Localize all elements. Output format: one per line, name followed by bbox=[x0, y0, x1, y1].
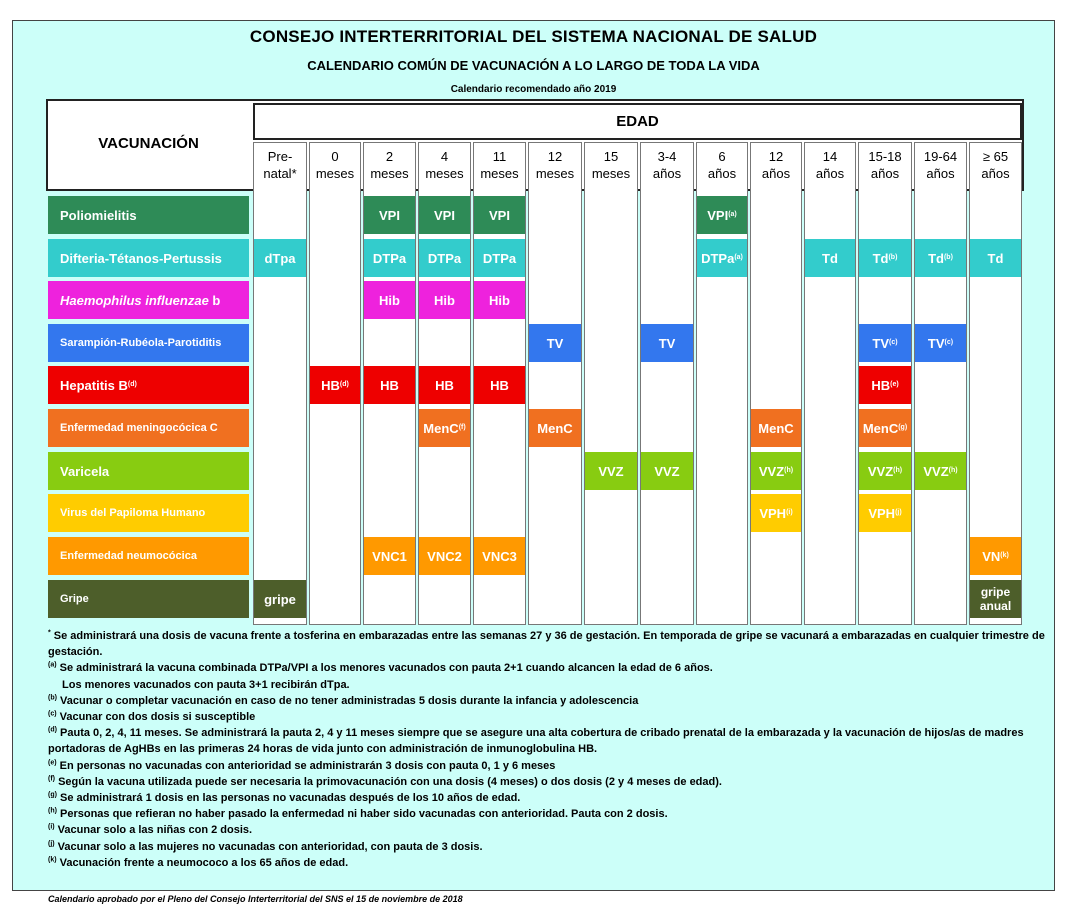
age-column-value: ≥ 65 bbox=[982, 149, 1009, 164]
footnote-item bbox=[48, 725, 1048, 757]
footnote-mark: (g) bbox=[48, 791, 57, 799]
age-column-value: 15 bbox=[603, 149, 619, 164]
vaccine-dose-cell: Td (b) bbox=[915, 239, 966, 277]
footnote-text: En personas no vacunadas con anterioridad se administrarán 3 dosis con pauta 0, 1 y 6 meses bbox=[59, 759, 556, 772]
vaccine-dose-cell bbox=[364, 366, 415, 404]
vaccine-dose-cell: TV (c) bbox=[859, 324, 911, 362]
age-column-header bbox=[858, 148, 912, 182]
footnote-text: Se administrará una dosis de vacuna frente a tosferina en embarazadas entre las semanas 27 y 36 de gestación. En temporada de gripe se vacunará a embarazadas en cualquier trimestre de gestación. bbox=[48, 630, 1045, 659]
dose-text: TV bbox=[658, 335, 676, 351]
age-column-value: 12 bbox=[547, 149, 563, 164]
age-column bbox=[750, 142, 802, 625]
vaccine-row-label bbox=[48, 281, 249, 319]
footnote-text: Se administrará la vacuna combinada DTPa/VPI a los menores vacunados con pauta 2+1 cuando alcancen la edad de 6 años. bbox=[59, 662, 713, 675]
age-column-header bbox=[473, 148, 526, 182]
vaccine-dose-cell bbox=[474, 196, 525, 234]
age-column-value: 14 bbox=[822, 149, 838, 164]
vaccine-label-text: Enfermedad meningocócica C bbox=[60, 422, 218, 434]
vaccine-dose-cell: HB (e) bbox=[859, 366, 911, 404]
vaccine-dose-cell bbox=[419, 537, 470, 575]
footnote-mark: (k) bbox=[48, 856, 57, 864]
dose-text: VNC2 bbox=[427, 548, 462, 564]
footnote-mark: (e) bbox=[48, 758, 57, 766]
footnote-item bbox=[48, 758, 1048, 774]
vaccine-label-text: b bbox=[208, 292, 221, 308]
dose-text: VPI bbox=[707, 207, 729, 223]
vaccine-dose-cell: VPH (i) bbox=[751, 494, 801, 532]
vaccine-dose-cell bbox=[254, 580, 306, 618]
footnote-item bbox=[48, 660, 1048, 676]
vaccine-dose-cell bbox=[529, 409, 581, 447]
vaccine-dose-cell bbox=[419, 196, 470, 234]
vaccine-dose-cell bbox=[641, 324, 693, 362]
footnote-mark: * bbox=[48, 629, 51, 637]
dose-text: VN bbox=[982, 548, 1001, 564]
age-column-unit: años bbox=[761, 166, 791, 181]
age-column-unit: años bbox=[870, 166, 900, 181]
vaccine-dose-cell bbox=[364, 281, 415, 319]
vaccine-dose-cell bbox=[474, 239, 525, 277]
vaccine-dose-cell bbox=[585, 452, 637, 490]
footnote-mark: (d) bbox=[48, 726, 57, 734]
age-column-unit: años bbox=[652, 166, 682, 181]
footnote-text: Pauta 0, 2, 4, 11 meses. Se administrará la pauta 2, 4 y 11 meses siempre que se asegure una alta cobertura de cribado prenatal de la embarazada y la vacunación de hijos/as de madres portadoras de AgHBs en las primeras 24 horas de vida junto con administración de inmunoglobulina HB. bbox=[48, 727, 1024, 756]
footnote-text: Vacunar solo a las niñas con 2 dosis. bbox=[57, 824, 253, 837]
dose-text: VPI bbox=[379, 207, 400, 223]
vaccine-dose-cell bbox=[364, 239, 415, 277]
age-column-unit: meses bbox=[591, 166, 631, 181]
dose-text: VPI bbox=[434, 207, 455, 223]
footnote-item bbox=[48, 790, 1048, 806]
dose-text: MenC bbox=[862, 420, 899, 436]
age-column-header bbox=[804, 148, 856, 182]
dose-text: VPI bbox=[489, 207, 510, 223]
age-column-unit: meses bbox=[315, 166, 355, 181]
dose-text: VVZ bbox=[923, 463, 949, 479]
age-column bbox=[584, 142, 638, 625]
dose-text: dTpa bbox=[264, 250, 296, 266]
vaccine-label-text: Hepatitis B bbox=[60, 377, 128, 393]
vaccine-dose-cell: Td (b) bbox=[859, 239, 911, 277]
year-line: Calendario recomendado año 2019 bbox=[450, 84, 617, 95]
dose-text: MenC bbox=[758, 420, 794, 436]
age-header: EDAD bbox=[253, 103, 1022, 140]
dose-text: VPH bbox=[868, 505, 896, 521]
age-column bbox=[914, 142, 967, 625]
age-column-value: 2 bbox=[385, 149, 394, 164]
dose-text: DTPa bbox=[482, 250, 517, 266]
vaccine-dose-cell: DTPa (a) bbox=[697, 239, 747, 277]
footnote-item bbox=[48, 822, 1048, 838]
age-column-header bbox=[253, 148, 307, 182]
vaccine-dose-cell: HB (d) bbox=[310, 366, 360, 404]
footnote-item bbox=[48, 774, 1048, 790]
vaccine-dose-cell: VVZ (h) bbox=[859, 452, 911, 490]
dose-text: VVZ bbox=[867, 463, 894, 479]
age-column-header bbox=[696, 148, 748, 182]
footnote-text: Según la vacuna utilizada puede ser necesaria la primovacunación con una dosis (4 meses) o dos dosis (2 y 4 meses de edad). bbox=[58, 775, 722, 788]
vaccine-row-label bbox=[48, 239, 249, 277]
dose-text: HB bbox=[490, 377, 509, 393]
dose-text: Td bbox=[987, 250, 1004, 266]
footnote-text: Vacunación frente a neumococo a los 65 años de edad. bbox=[59, 856, 349, 869]
vaccine-dose-cell: VPH (j) bbox=[859, 494, 911, 532]
age-column-header bbox=[418, 148, 471, 182]
vaccine-dose-cell: VN (k) bbox=[970, 537, 1021, 575]
dose-text: MenC bbox=[423, 420, 459, 436]
age-column bbox=[804, 142, 856, 625]
dose-text: VVZ bbox=[758, 463, 785, 479]
age-column-value: 11 bbox=[492, 149, 507, 164]
dose-text-line: gripe bbox=[980, 585, 1011, 599]
vaccine-dose-cell: VVZ (h) bbox=[751, 452, 801, 490]
age-column-value: 19-64 bbox=[923, 149, 958, 164]
dose-text: VVZ bbox=[598, 463, 624, 479]
footnote-item bbox=[48, 709, 1048, 725]
footnote-mark: (i) bbox=[48, 823, 55, 831]
footnote-item bbox=[48, 693, 1048, 709]
age-column-value: 0 bbox=[331, 149, 339, 164]
vaccine-dose-cell bbox=[419, 366, 470, 404]
age-column-unit: meses bbox=[480, 166, 519, 181]
vaccine-dose-cell bbox=[474, 281, 525, 319]
vaccine-label-text: Virus del Papiloma Humano bbox=[60, 507, 206, 519]
vaccine-dose-cell bbox=[641, 452, 693, 490]
age-column bbox=[528, 142, 582, 625]
vaccine-label-italic: Haemophilus influenzae bbox=[60, 292, 209, 308]
vaccine-row-label bbox=[48, 196, 249, 234]
vaccine-dose-cell bbox=[419, 239, 470, 277]
vaccine-dose-cell bbox=[751, 409, 801, 447]
approval-footer: Calendario aprobado por el Pleno del Consejo Interterritorial del SNS el 15 de noviembre de 2018 bbox=[48, 894, 463, 904]
vaccine-label-text: Sarampión-Rubéola-Parotiditis bbox=[60, 337, 222, 349]
vaccine-label-text: Gripe bbox=[60, 593, 89, 605]
dose-text: VNC1 bbox=[372, 548, 407, 564]
footnote-item bbox=[48, 806, 1048, 822]
footnote-mark: (f) bbox=[48, 775, 55, 783]
age-column-header bbox=[584, 148, 638, 182]
age-column-unit: meses bbox=[535, 166, 575, 181]
dose-text: Hib bbox=[434, 292, 455, 308]
age-column-value: 4 bbox=[440, 149, 449, 164]
footnotes bbox=[48, 628, 1048, 871]
age-column-unit: años bbox=[981, 166, 1010, 181]
age-column-header bbox=[750, 148, 802, 182]
dose-text: VNC3 bbox=[482, 548, 517, 564]
vaccine-dose-cell: VVZ (h) bbox=[915, 452, 966, 490]
footnote-mark: (j) bbox=[48, 839, 55, 847]
footnote-text: Vacunar solo a las mujeres no vacunadas con anterioridad, con pauta de 3 dosis. bbox=[57, 840, 483, 853]
dose-text: DTPa bbox=[427, 250, 462, 266]
vaccine-dose-cell bbox=[805, 239, 855, 277]
dose-text: gripe bbox=[264, 591, 296, 607]
vaccine-dose-cell bbox=[474, 537, 525, 575]
vaccine-label-text: Enfermedad neumocócica bbox=[60, 550, 197, 562]
age-column bbox=[253, 142, 307, 625]
dose-text-line: anual bbox=[979, 599, 1012, 613]
dose-text: Hib bbox=[379, 292, 400, 308]
vaccine-label-text: Varicela bbox=[60, 463, 110, 479]
age-column-value: 3-4 bbox=[657, 149, 677, 164]
age-column-unit: años bbox=[707, 166, 737, 181]
vaccination-header: VACUNACIÓN bbox=[98, 135, 199, 152]
dose-text: MenC bbox=[537, 420, 573, 436]
age-column-header bbox=[309, 148, 361, 182]
age-column-unit: años bbox=[926, 166, 955, 181]
age-column-unit: meses bbox=[370, 166, 409, 181]
dose-text: TV bbox=[927, 335, 945, 351]
footnote-item bbox=[48, 677, 1048, 693]
dose-text: HB bbox=[380, 377, 399, 393]
dose-text: Td bbox=[822, 250, 838, 266]
age-column-value: Pre- bbox=[267, 149, 293, 164]
footnote-item bbox=[48, 628, 1048, 660]
age-column-unit: meses bbox=[425, 166, 464, 181]
footnote-text: Personas que refieran no haber pasado la enfermedad ni haber sido vacunadas con anterioridad. Pauta con 2 dosis. bbox=[60, 808, 668, 821]
vaccine-row-label bbox=[48, 537, 249, 575]
age-column-header bbox=[640, 148, 694, 182]
page-subtitle: CALENDARIO COMÚN DE VACUNACIÓN A LO LARGO DE TODA LA VIDA bbox=[307, 58, 760, 73]
age-column-unit: natal* bbox=[263, 166, 297, 181]
vaccine-row-label bbox=[48, 494, 249, 532]
vaccine-dose-cell bbox=[970, 580, 1021, 618]
footnote-item bbox=[48, 839, 1048, 855]
vaccine-dose-cell: VPI (a) bbox=[697, 196, 747, 234]
dose-text: DTPa bbox=[372, 250, 407, 266]
age-column-value: 12 bbox=[768, 149, 784, 164]
vaccine-dose-cell bbox=[419, 281, 470, 319]
age-column-unit: años bbox=[815, 166, 845, 181]
dose-text: HB bbox=[871, 377, 891, 393]
vaccine-dose-cell bbox=[254, 239, 306, 277]
vaccine-dose-cell: TV (c) bbox=[915, 324, 966, 362]
age-column-header bbox=[528, 148, 582, 182]
dose-text: Td bbox=[872, 250, 889, 266]
vaccine-label-text: Difteria-Tétanos-Pertussis bbox=[60, 250, 222, 266]
vaccine-row-label: Hepatitis B (d) bbox=[48, 366, 249, 404]
footnote-text: Vacunar con dos dosis si susceptible bbox=[59, 711, 256, 724]
vaccine-dose-cell: MenC (g) bbox=[859, 409, 911, 447]
vaccine-row-label bbox=[48, 409, 249, 447]
vaccine-dose-cell bbox=[529, 324, 581, 362]
dose-text: VPH bbox=[759, 505, 787, 521]
dose-text: HB bbox=[321, 377, 340, 393]
footnote-text: Los menores vacunados con pauta 3+1 recibirán dTpa. bbox=[62, 678, 350, 691]
dose-text: TV bbox=[546, 335, 564, 351]
vaccine-row-label bbox=[48, 452, 249, 490]
vaccine-row-label bbox=[48, 324, 249, 362]
dose-text: Td bbox=[928, 250, 944, 266]
age-column bbox=[640, 142, 694, 625]
age-column-header bbox=[914, 148, 967, 182]
age-column-header bbox=[969, 148, 1022, 182]
age-column-value: 6 bbox=[718, 149, 726, 164]
vaccine-label-text: Poliomielitis bbox=[60, 207, 137, 223]
page-title: CONSEJO INTERTERRITORIAL DEL SISTEMA NACIONAL DE SALUD bbox=[249, 27, 818, 46]
footnote-item bbox=[48, 855, 1048, 871]
dose-text: HB bbox=[435, 377, 454, 393]
vaccine-dose-cell bbox=[474, 366, 525, 404]
age-column-value: 15-18 bbox=[868, 149, 902, 164]
vaccine-dose-cell bbox=[364, 537, 415, 575]
dose-text: VVZ bbox=[654, 463, 680, 479]
footnote-mark: (h) bbox=[48, 807, 57, 815]
footnote-mark: (a) bbox=[48, 661, 57, 669]
dose-text: DTPa bbox=[701, 250, 735, 266]
footnote-mark: (c) bbox=[48, 710, 57, 718]
vaccine-row-label bbox=[48, 580, 249, 618]
vaccine-dose-cell bbox=[364, 196, 415, 234]
age-column-header bbox=[363, 148, 416, 182]
vaccine-dose-cell: MenC (f) bbox=[419, 409, 470, 447]
vaccine-dose-cell bbox=[970, 239, 1021, 277]
footnote-text: Se administrará 1 dosis en las personas no vacunadas después de los 10 años de edad. bbox=[60, 792, 521, 805]
footnote-text: Vacunar o completar vacunación en caso de no tener administradas 5 dosis durante la infancia y adolescencia bbox=[60, 694, 639, 707]
dose-text: Hib bbox=[489, 292, 510, 308]
dose-text: TV bbox=[872, 335, 890, 351]
footnote-mark: (b) bbox=[48, 694, 57, 702]
